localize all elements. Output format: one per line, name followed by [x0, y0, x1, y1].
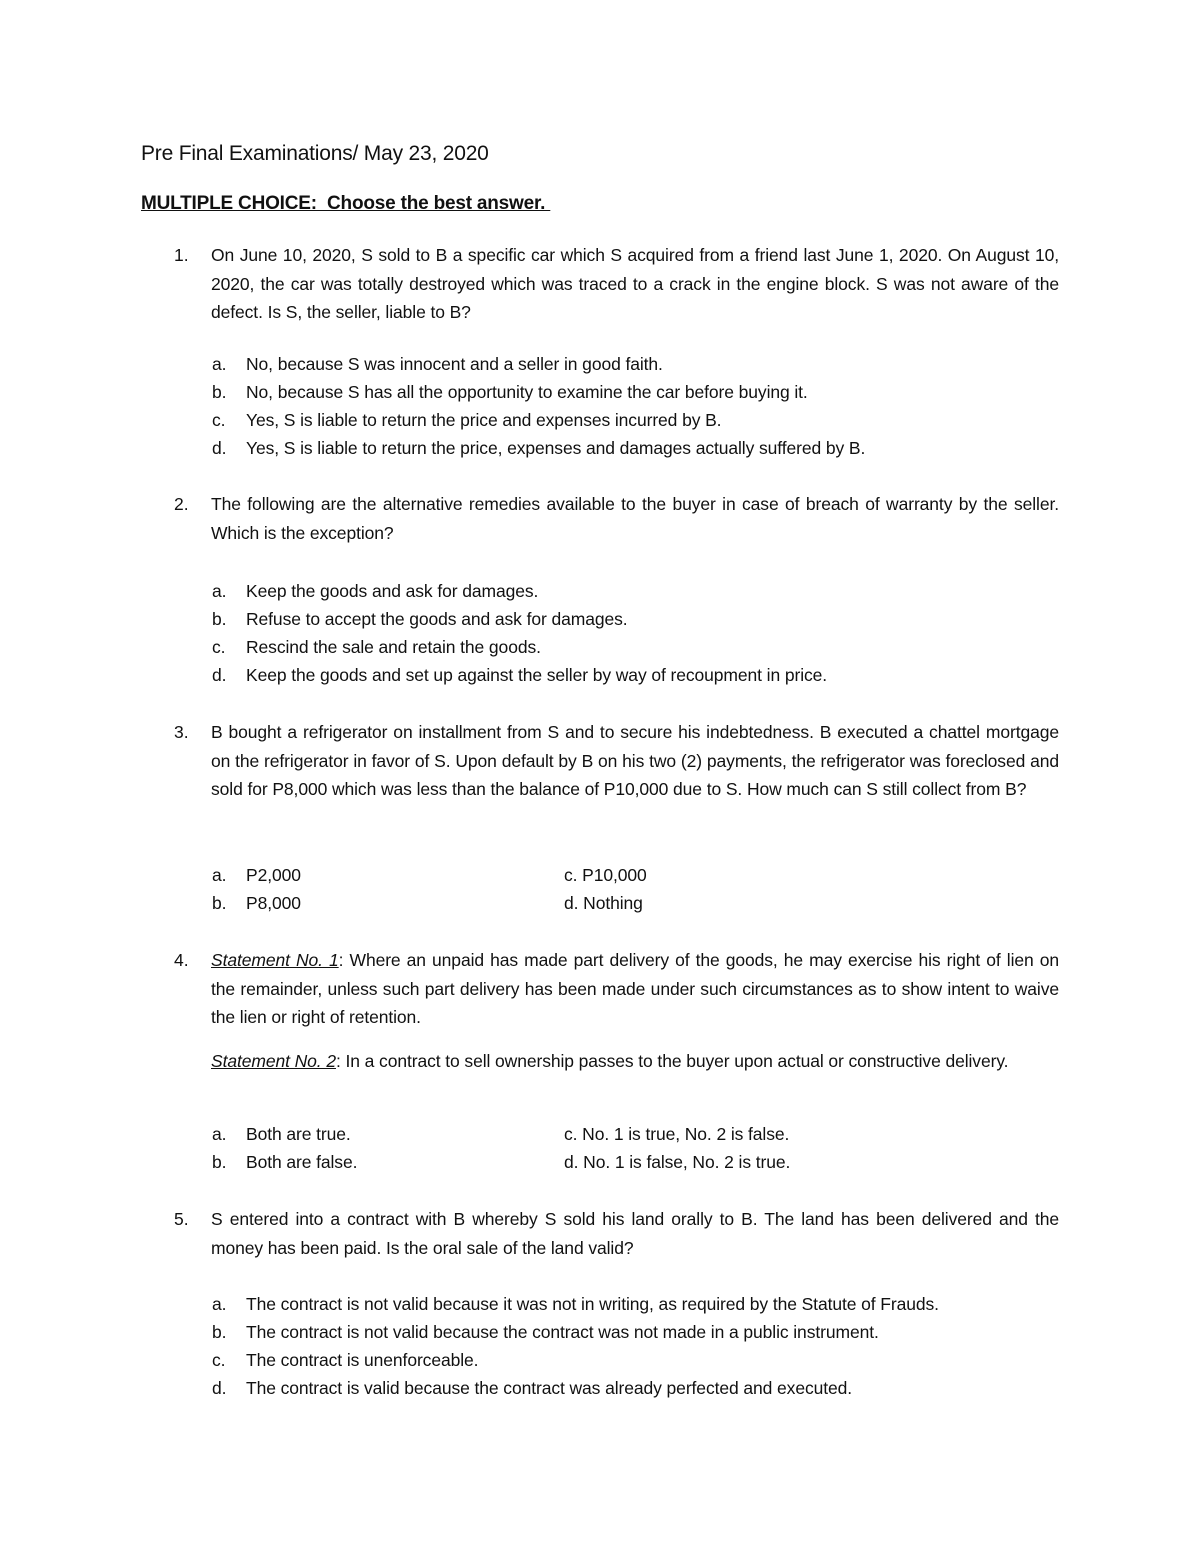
option-letter: c.	[212, 410, 226, 430]
page-title: Pre Final Examinations/ May 23, 2020	[141, 142, 489, 165]
option-text: Rescind the sale and retain the goods.	[246, 637, 541, 657]
statement-2-label: Statement No. 2	[211, 1051, 336, 1071]
statement-1-label: Statement No. 1	[211, 950, 339, 970]
option-text: Refuse to accept the goods and ask for damages.	[246, 609, 628, 629]
option-text: Yes, S is liable to return the price, expenses and damages actually suffered by B.	[246, 438, 866, 458]
option-letter: d.	[212, 665, 227, 685]
option-text: Keep the goods and set up against the seller by way of recoupment in price.	[246, 665, 828, 685]
option-letter: c.	[212, 1350, 226, 1370]
question-text: B bought a refrigerator on installment from S and to secure his indebtedness. B executed a chattel mortgage on the refrigerator in favor of S. Upon default by B on his two (2) payments, the refrigerator was foreclosed and sold for P8,000 which was less than the balance of P10,000 due to S. How much can S still collect from B?	[211, 722, 1059, 799]
option-letter: a.	[212, 1124, 227, 1144]
option-letter: b.	[212, 1152, 227, 1172]
option-text: The contract is not valid because it was not in writing, as required by the Statute of Frauds.	[246, 1294, 939, 1314]
option-letter: d.	[212, 438, 227, 458]
option-text: The contract is valid because the contract was already perfected and executed.	[246, 1378, 853, 1398]
option-text: No, because S has all the opportunity to examine the car before buying it.	[246, 382, 808, 402]
option-letter: a.	[212, 354, 227, 374]
option-text: The contract is unenforceable.	[246, 1350, 479, 1370]
option-letter: b.	[212, 609, 227, 629]
question-number: 5.	[174, 1209, 189, 1229]
option-text: Both are false.	[246, 1152, 358, 1172]
question-number: 2.	[174, 494, 189, 514]
option-d: d. No. 1 is false, No. 2 is true.	[564, 1152, 791, 1172]
option-text: Keep the goods and ask for damages.	[246, 581, 539, 601]
option-text: P2,000	[246, 865, 301, 885]
option-letter: a.	[212, 1294, 227, 1314]
option-letter: b.	[212, 893, 227, 913]
statement-2	[211, 1047, 1059, 1076]
option-text: Yes, S is liable to return the price and expenses incurred by B.	[246, 410, 722, 430]
question-text: On June 10, 2020, S sold to B a specific car which S acquired from a friend last June 1, 2020. On August 10, 2020, the car was totally destroyed which was traced to a crack in the engine block. S was not aware of the defect. Is S, the seller, liable to B?	[211, 245, 1059, 322]
statement-2-text: : In a contract to sell ownership passes to the buyer upon actual or constructive delivery.	[335, 1051, 1009, 1071]
option-text: No, because S was innocent and a seller in good faith.	[246, 354, 663, 374]
question-text: S entered into a contract with B whereby S sold his land orally to B. The land has been delivered and the money has been paid. Is the oral sale of the land valid?	[211, 1209, 1059, 1258]
option-text: Both are true.	[246, 1124, 351, 1144]
option-letter: b.	[212, 1322, 227, 1342]
option-letter: a.	[212, 581, 227, 601]
statement-1-text: : Where an unpaid has made part delivery of the goods, he may exercise his right of lien on the remainder, unless such part delivery has been made under such circumstances as to show intent to waive the lien or right of retention.	[211, 950, 1059, 1027]
option-letter: c.	[212, 637, 226, 657]
question-number: 4.	[174, 950, 189, 970]
option-letter: a.	[212, 865, 227, 885]
question-number: 3.	[174, 722, 189, 742]
option-letter: d.	[212, 1378, 227, 1398]
option-d: d. Nothing	[564, 893, 643, 913]
option-text: P8,000	[246, 893, 301, 913]
question-text: The following are the alternative remedies available to the buyer in case of breach of warranty by the seller. Which is the exception?	[211, 494, 1059, 543]
option-text: The contract is not valid because the contract was not made in a public instrument.	[246, 1322, 879, 1342]
statement-1	[211, 946, 1059, 1032]
question-number: 1.	[174, 245, 189, 265]
option-c: c. No. 1 is true, No. 2 is false.	[564, 1124, 790, 1144]
option-c: c. P10,000	[564, 865, 647, 885]
option-letter: b.	[212, 382, 227, 402]
section-heading: MULTIPLE CHOICE: Choose the best answer.	[141, 193, 551, 214]
